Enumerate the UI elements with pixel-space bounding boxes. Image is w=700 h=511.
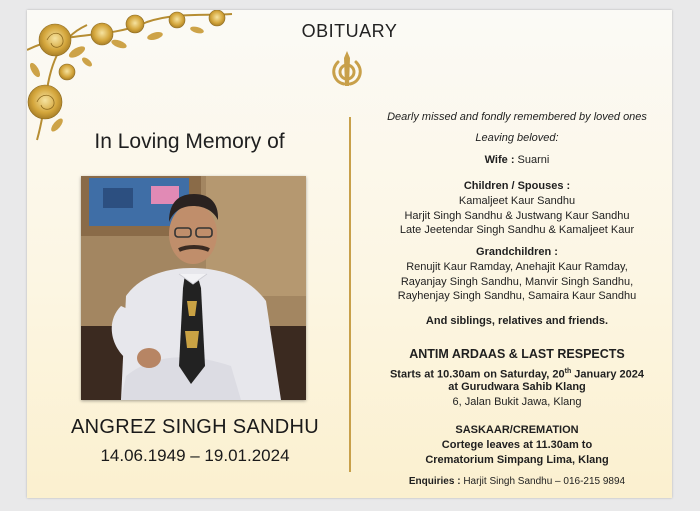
enquiries-label: Enquiries :	[408, 476, 461, 487]
ardaas-address: 6, Jalan Bukit Jawa, Klang	[452, 396, 582, 408]
deceased-name: ANGREZ SINGH SANDHU	[71, 416, 319, 438]
obituary-card	[27, 10, 672, 498]
page-title: OBITUARY	[301, 21, 398, 41]
siblings-line: And siblings, relatives and friends.	[425, 315, 609, 327]
list-item: Kamaljeet Kaur Sandhu	[458, 195, 576, 207]
cremation-cortege: Cortege leaves at 11.30am to	[441, 439, 593, 451]
ardaas-time-prefix: Starts at 10.30am on Saturday, 20	[389, 368, 565, 381]
grandchildren-label: Grandchildren :	[476, 246, 558, 258]
grandchildren-list	[367, 260, 667, 304]
memorial-heading: In Loving Memory of	[94, 130, 285, 153]
enquiries-line	[367, 475, 667, 490]
cremation-place: Crematorium Simpang Lima, Klang	[425, 454, 609, 466]
list-item: Rayhenjay Singh Sandhu, Samaira Kaur Sandhu	[397, 290, 637, 303]
wife-label: Wife :	[484, 154, 515, 166]
list-item: Late Jeetendar Singh Sandhu & Kamaljeet Kaur	[399, 224, 635, 237]
cremation-heading: SASKAAR/CREMATION	[455, 424, 579, 436]
list-item: Renujit Kaur Ramday, Anehajit Kaur Ramday,	[406, 261, 628, 273]
list-item: Rayanjay Singh Sandhu, Manvir Singh Sandhu,	[400, 275, 634, 288]
ardaas-heading: ANTIM ARDAAS & LAST RESPECTS	[409, 347, 625, 361]
gold-divider	[349, 117, 351, 472]
wife-line	[367, 153, 667, 168]
ardaas-time-sup: th	[564, 368, 572, 375]
children-list	[367, 194, 667, 238]
ardaas-time-suffix: January 2024	[571, 368, 645, 381]
portrait-photo	[81, 176, 306, 400]
family-intro: Dearly missed and fondly remembered by loved ones	[387, 111, 647, 123]
leaving-beloved: Leaving beloved:	[475, 132, 559, 144]
life-dates: 14.06.1949 – 19.01.2024	[100, 446, 290, 465]
children-label: Children / Spouses :	[463, 180, 571, 192]
wife-name: Suarni	[517, 154, 550, 166]
ardaas-venue: at Gurudwara Sahib Klang	[448, 381, 586, 393]
khanda-icon	[326, 48, 368, 90]
enquiries-contact: Harjit Singh Sandhu – 016-215 9894	[463, 476, 626, 487]
list-item: Harjit Singh Sandhu & Justwang Kaur Sandhu	[404, 209, 630, 222]
